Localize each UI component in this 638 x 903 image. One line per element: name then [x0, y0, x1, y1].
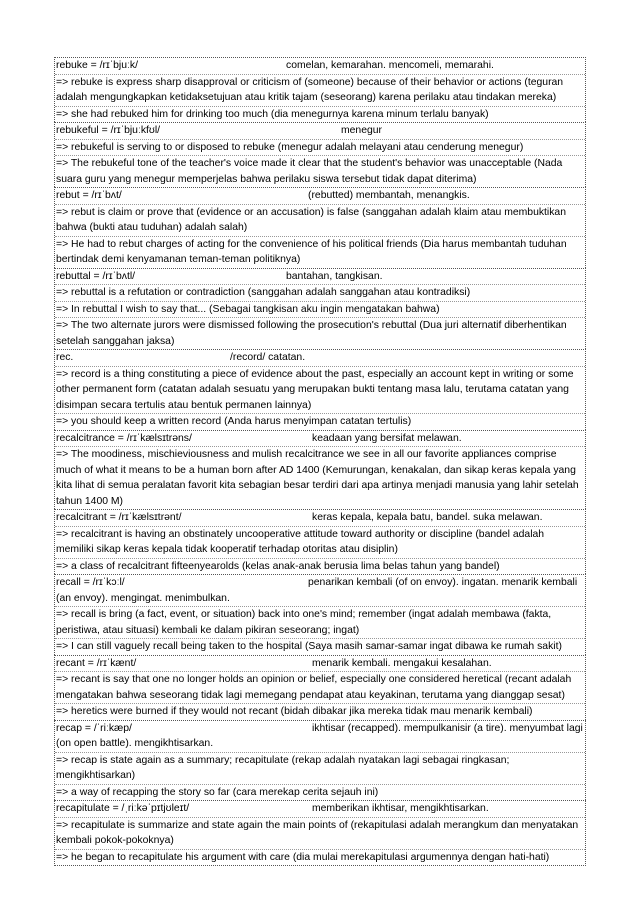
headword: recall = /rɪˈkɔːl/ [56, 577, 125, 588]
entry-line: => rebuke is express sharp disapproval or criticism of (someone) because of their behavior or actions (teguran adalah mengungkapkan ketidaksetujuan atau kritik tajam (seseorang) karena perilaku atau tindakan mereka) [55, 75, 585, 107]
entry-line: => The moodiness, mischieviousness and mulish recalcitrance we see in all our favorite appliances comprise much of what it means to be a human born after AD 1400 (Kemurungan, kenakalan, dan sikap keras kepala yang kita lihat di semua peralatan favorit kita sebagian besar terdiri dari apa artinya menjadi manusia yang lahir setelah tahun 1400 M) [56, 449, 579, 507]
translation: (rebutted) membantah, menangkis. [308, 190, 470, 201]
entry-head [55, 721, 585, 753]
entry-line: => heretics were burned if they would not recant (bidah dibakar jika mereka tidak mau menarik kembali) [56, 706, 533, 717]
translation: bantahan, tangkisan. [286, 270, 383, 282]
entry-line: => recant is say that one no longer holds an opinion or belief, especially one considered heretical (recant adalah mengatakan bahwa seseorang tidak lagi memegang pendapat atau keyakinan, terutama yang dianggap sesat) [55, 672, 585, 704]
translation: keras kepala, kepala batu, bandel. suka melawan. [312, 512, 543, 523]
entry-head [55, 269, 585, 286]
headword: rec. [56, 352, 74, 363]
entry-line: => rebukeful is serving to or disposed to rebuke (menegur adalah melayani atau cenderung menegur) [55, 140, 585, 157]
dictionary-entry [54, 574, 586, 655]
entry-head [55, 350, 585, 367]
entry-head [55, 575, 585, 607]
headword: recalcitrance = /rɪˈkælsɪtrəns/ [56, 432, 192, 444]
entry-line: => recalcitrant is having an obstinately uncooperative attitude toward authority or discipline (bandel adalah memiliki sikap keras kepala tidak kooperatif terhadap otoritas atau disiplin) [55, 527, 585, 559]
dictionary-entry [54, 187, 586, 268]
translation: keadaan yang bersifat melawan. [312, 432, 462, 444]
entry-head [55, 188, 585, 205]
entry-head [55, 123, 585, 140]
translation: penarikan kembali (of on envoy). ingatan. menarik kembali (an envoy). mengingat. menimbulkan. [56, 577, 578, 604]
entry-line: => recap is state again as a summary; recapitulate (rekap adalah nyatakan lagi sebagai ringkasan; mengikhtisarkan) [55, 753, 585, 785]
entry-line: => he began to recapitulate his argument with care (dia mulai merekapitulasi argumennya dengan hati-hati) [56, 851, 550, 863]
entry-line: => a way of recapping the story so far (cara merekap cerita sejauh ini) [56, 786, 379, 798]
translation: menarik kembali. mengakui kesalahan. [312, 657, 492, 669]
headword: recalcitrant = /rɪˈkælsɪtrənt/ [56, 512, 182, 523]
entry-line: => recall is bring (a fact, event, or situation) back into one's mind; remember (ingat adalah membawa (fakta, peristiwa, atau situasi) kembali ke dalam pikiran seseorang; ingat) [55, 607, 585, 639]
dictionary-entry [54, 509, 586, 574]
translation: comelan, kemarahan. mencomeli, memarahi. [286, 60, 494, 71]
headword: rebuttal = /rɪˈbʌtl/ [56, 270, 136, 282]
entry-line: => a class of recalcitrant fifteenyearolds (kelas anak-anak berusia lima belas tahun yang bandel) [56, 560, 500, 572]
dictionary-entry [54, 268, 586, 350]
entry-head [55, 58, 585, 75]
dictionary-entry [54, 122, 586, 187]
dictionary-entry [54, 800, 586, 866]
entry-line: => she had rebuked him for drinking too much (dia menegurnya karena minum terlalu banyak) [56, 108, 489, 120]
translation: ikhtisar (recapped). mempulkanisir (a tire). menyumbat lagi (on open battle). mengikhtisarkan. [56, 722, 583, 749]
headword: recap = /ˈriːkæp/ [56, 722, 132, 734]
dictionary-entry [54, 57, 586, 122]
entry-line: => He had to rebut charges of acting for the convenience of his political friends (Dia harus membantah tuduhan bertindak demi kenyamanan teman-teman politiknya) [56, 238, 567, 265]
translation: /record/ catatan. [230, 352, 306, 363]
dictionary-entry [54, 349, 586, 430]
entry-line: => In rebuttal I wish to say that... (Sebagai tangkisan aku ingin mengatakan bahwa) [55, 302, 585, 319]
entry-head [55, 510, 585, 527]
headword: rebuke = /rɪˈbjuːk/ [56, 60, 138, 71]
entry-head [55, 656, 585, 673]
entry-line: => The rebukeful tone of the teacher's voice made it clear that the student's behavior was unacceptable (Nada suara guru yang menegur memperjelas bahwa perilaku siswa tersebut tidak dapat diterima) [56, 158, 563, 185]
translation: menegur [341, 125, 383, 136]
entry-line: => you should keep a written record (Anda harus menyimpan catatan tertulis) [56, 416, 412, 427]
dictionary-entry [54, 430, 586, 510]
entry-line: => rebuttal is a refutation or contradiction (sanggahan adalah sanggahan atau kontradiksi) [55, 285, 585, 302]
entry-line: => record is a thing constituting a piece of evidence about the past, especially an account kept in writing or some other permanent form (catatan adalah sesuatu yang merupakan bukti tentang masa lalu, terutama catatan yang disimpan secara tertulis atau bentuk permanen lainnya) [55, 367, 585, 415]
translation: memberikan ikhtisar, mengikhtisarkan. [312, 803, 489, 814]
headword: recant = /rɪˈkænt/ [56, 657, 137, 669]
headword: recapitulate = /ˌriːkəˈpɪtjʊleɪt/ [56, 803, 190, 814]
entry-line: => The two alternate jurors were dismissed following the prosecution's rebuttal (Dua juri alternatif diberhentikan setelah sanggahan jaksa) [56, 320, 567, 347]
headword: rebut = /rɪˈbʌt/ [56, 190, 122, 201]
entry-head [55, 431, 585, 448]
headword: rebukeful = /rɪˈbjuːkfʊl/ [56, 125, 161, 136]
entry-line: => recapitulate is summarize and state again the main points of (rekapitulasi adalah merangkum dan menyatakan kembali pokok-pokoknya) [55, 818, 585, 850]
dictionary-entry [54, 720, 586, 801]
entry-line: => rebut is claim or prove that (evidence or an accusation) is false (sanggahan adalah klaim atau membuktikan bahwa (bukti atau tuduhan) adalah salah) [55, 205, 585, 237]
entry-line: => I can still vaguely recall being taken to the hospital (Saya masih samar-samar ingat dibawa ke rumah sakit) [56, 641, 562, 652]
dictionary-sheet [54, 57, 586, 866]
entry-head [55, 801, 585, 818]
dictionary-entry [54, 655, 586, 720]
